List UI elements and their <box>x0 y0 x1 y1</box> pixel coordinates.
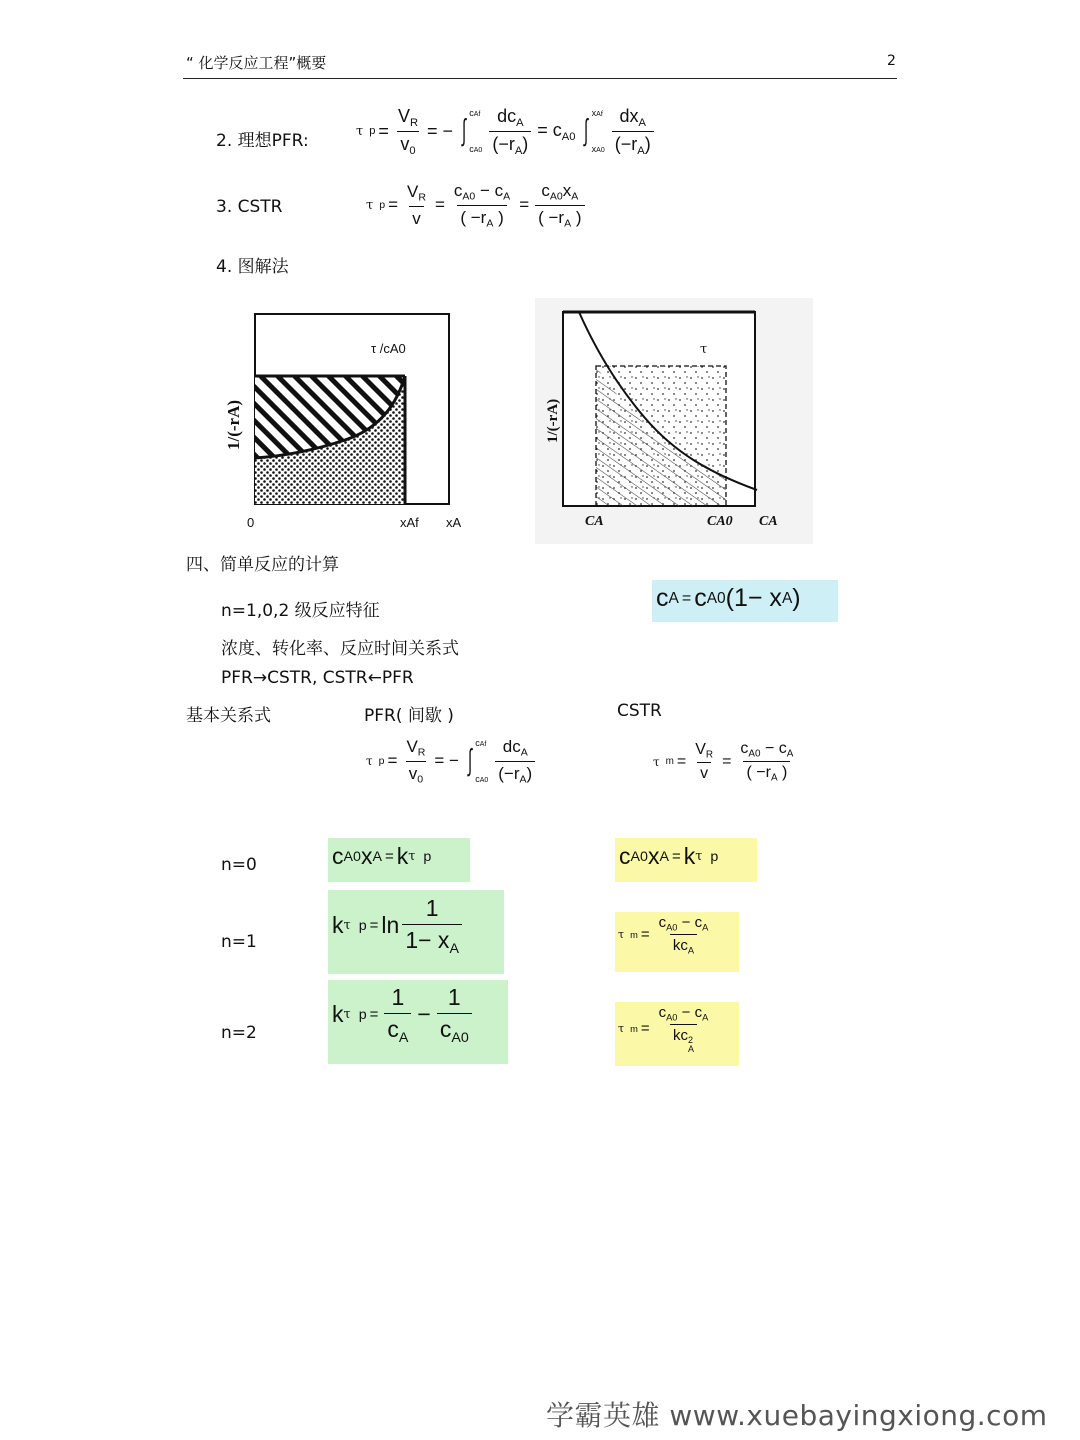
order-one-label: n=1 <box>221 932 257 952</box>
pfr-equation: τ p = $\frac{V_R}{v_0}$ = − ∫ cAf cA0 $\frac{dc_A}{(-r_A)}$ = $c_{A0}$ ∫ xAf xA0 $\frac{dx_A}{(-r_A)}$ <box>356 106 657 157</box>
relations-line: 浓度、转化率、反应时间关系式 <box>221 639 459 659</box>
pfr-basic-equation: τ p = $\frac{V_R}{v_0}$ = − ∫ cAf cA0 $\frac{dc_A}{(-r_A)}$ <box>366 737 538 785</box>
area-label: τ /cA0 <box>371 341 406 356</box>
pfr-n0-equation: c A0 x A = k τ p <box>332 843 432 869</box>
xaf-label: xAf <box>400 515 419 530</box>
cstr-n0-equation: c A0 x A = k τ p <box>619 843 719 869</box>
y-axis-label: 1/(-rA) <box>224 399 243 450</box>
cstr-graph-figure <box>535 298 813 544</box>
site-watermark: 学霸英雄 www.xuebayingxiong.com <box>546 1399 1048 1432</box>
pfr-graph-figure <box>215 300 485 540</box>
pfr-n1-equation: k τ p = ln $\frac{1}{1- x_A}$ <box>332 895 465 957</box>
basic-relations-label: 基本关系式 <box>186 706 271 726</box>
page-number: 2 <box>887 53 896 69</box>
conversion-relation: c A = c A0 (1− x A ) <box>656 584 801 612</box>
origin-label: 0 <box>247 515 255 530</box>
order-two-label: n=2 <box>221 1023 257 1043</box>
pfr-n2-equation: k τ p = $\frac{1}{c_A}$ − $\frac{1}{c_{A0}}$ <box>332 984 475 1046</box>
running-header: “ 化学反应工程”概要 <box>186 54 327 72</box>
header-rule <box>183 78 897 79</box>
graph-item-label: 4. 图解法 <box>216 257 289 277</box>
x-axis-label: CA <box>759 514 778 529</box>
order-zero-label: n=0 <box>221 855 257 875</box>
order-characteristics: n=1,0,2 级反应特征 <box>221 601 380 621</box>
cstr-basic-equation: τ m = $\frac{V_R}{v}$ = $\frac{c_{A0} - c_A}{( -r_A )}$ <box>653 740 794 784</box>
conversion-line: PFR→CSTR, CSTR←PFR <box>221 668 414 688</box>
cstr-column-header: CSTR <box>617 701 662 721</box>
area-label: τ <box>700 342 708 357</box>
ca-mark-label: CA <box>585 514 604 529</box>
cstr-equation: τ p = $\frac{V_R}{v}$ = $\frac{c_{A0} - c_A}{( -r_A )}$ = $\frac{c_{A0}x_A}{( -r_A )}$ <box>366 181 588 229</box>
ca0-mark-label: CA0 <box>707 514 733 529</box>
y-axis-label: 1/(-rA) <box>545 398 561 443</box>
pfr-item-label: 2. 理想PFR: <box>216 131 309 151</box>
cstr-n1-equation: τ m = $\frac{c_{A0} - c_A}{kc_A}$ <box>618 914 709 956</box>
cstr-n2-equation: τ m = $c_{A0} - c_A$ kc 2 A <box>618 1004 709 1054</box>
section-heading: 四、简单反应的计算 <box>186 555 339 575</box>
cstr-item-label: 3. CSTR <box>216 197 283 217</box>
pfr-column-header: PFR( 间歇 ) <box>364 706 454 726</box>
x-axis-label: xA <box>446 515 462 530</box>
